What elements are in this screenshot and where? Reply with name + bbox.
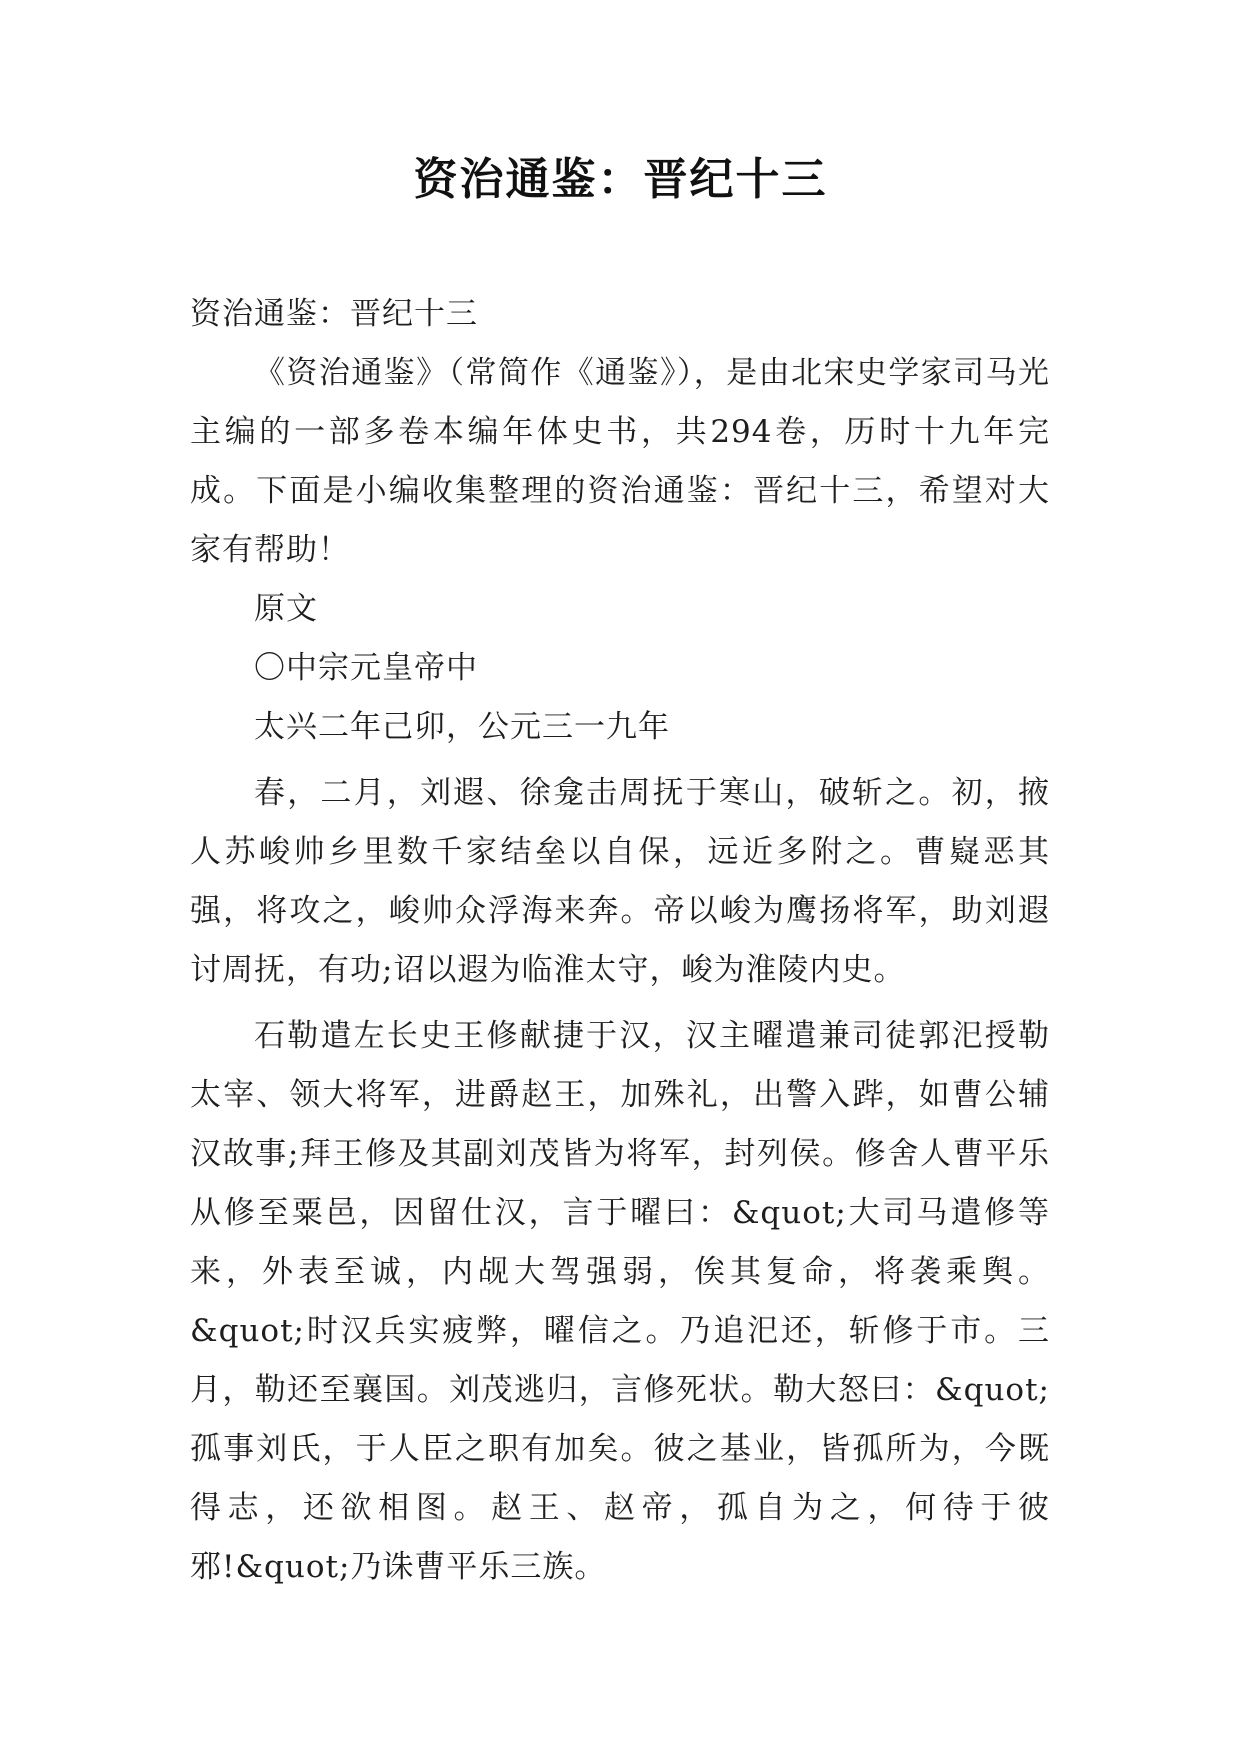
paragraph-shile: 石勒遣左长史王修献捷于汉，汉主曜遣兼司徒郭汜授勒太宰、领大将军，进爵赵王，加殊礼，出警入跸，如曹公辅汉故事;拜王修及其副刘茂皆为将军，封列侯。修舍人曹平乐从修至粟邑，因留仕汉，言于曜曰：&quot;大司马遣修等来，外表至诚，内觇大驾强弱，俟其复命，将袭乘舆。&quot;时汉兵实疲弊，曜信之。乃追汜还，斩修于市。三月，勒还至襄国。刘茂逃归，言修死状。勒大怒曰：&quot;孤事刘氏，于人臣之职有加矣。彼之基业，皆孤所为，今既得志，还欲相图。赵王、赵帝，孤自为之，何待于彼邪!&quot;乃诛曹平乐三族。 — [190, 1018, 1050, 1585]
paragraph-intro: 《资治通鉴》（常简作《通鉴》），是由北宋史学家司马光主编的一部多卷本编年体史书，共294卷，历时十九年完成。下面是小编收集整理的资治通鉴：晋纪十三，希望对大家有帮助！ — [190, 355, 1050, 568]
paragraph-spring: 春，二月，刘遐、徐龛击周抚于寒山，破斩之。初，掖人苏峻帅乡里数千家结垒以自保，远近多附之。曹嶷恶其强，将攻之，峻帅众浮海来奔。帝以峻为鹰扬将军，助刘遐讨周抚，有功;诏以遐为临淮太守，峻为淮陵内史。 — [190, 775, 1050, 988]
page-title: 资治通鉴：晋纪十三 — [413, 154, 828, 205]
paragraph-section-heading: 〇中宗元皇帝中 — [254, 650, 478, 686]
paragraph-original-label: 原文 — [254, 591, 318, 627]
document-body — [190, 285, 1050, 1597]
paragraph-heading: 资治通鉴：晋纪十三 — [190, 296, 478, 332]
paragraph-year: 太兴二年己卯，公元三一九年 — [254, 709, 670, 745]
